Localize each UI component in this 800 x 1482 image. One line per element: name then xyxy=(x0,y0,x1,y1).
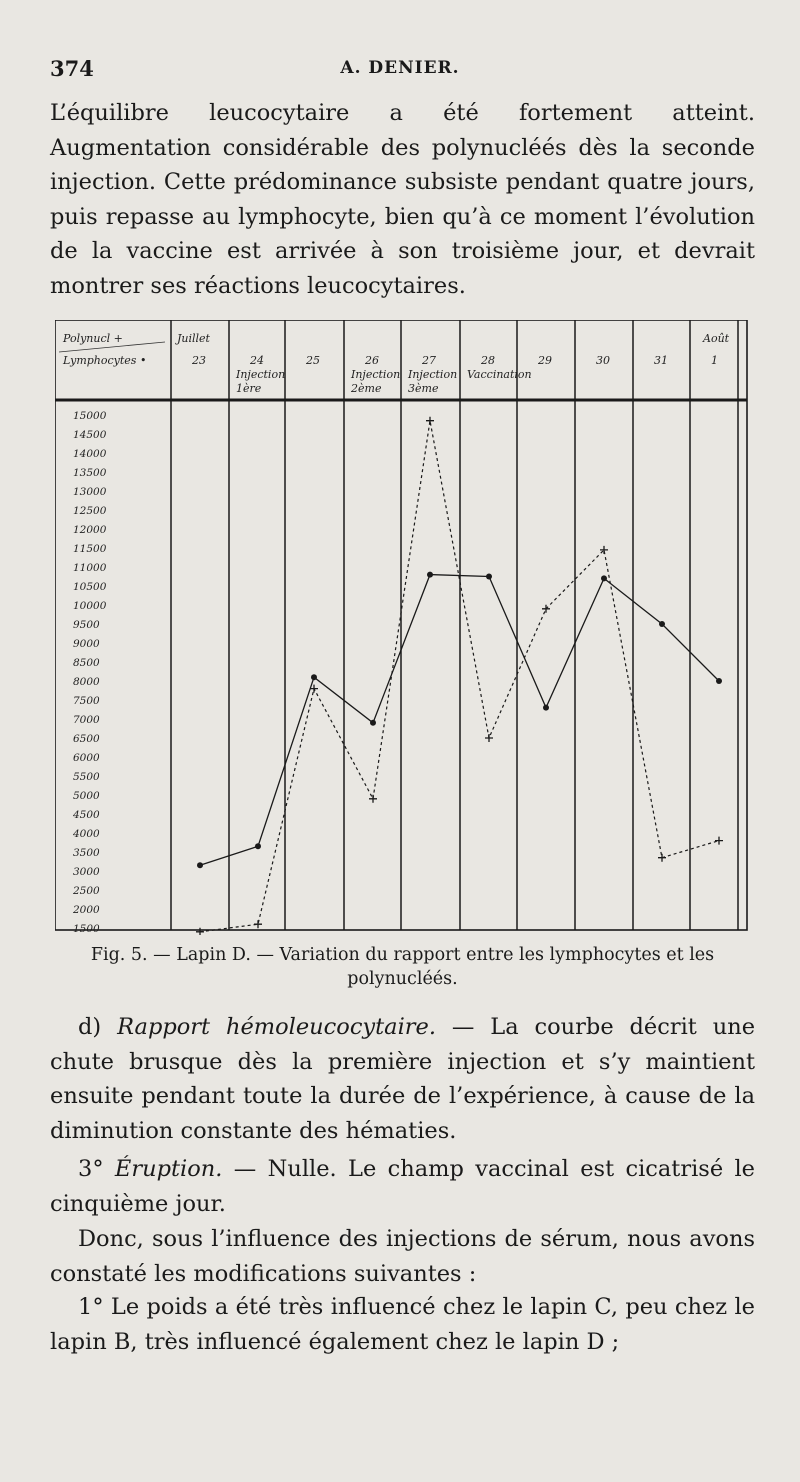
y-tick-label: 15000 xyxy=(73,410,107,422)
day-note: 1ère xyxy=(236,382,262,395)
polynucl-point xyxy=(658,854,666,862)
leucocyte-chart xyxy=(55,320,755,935)
corner-label-top: Polynucl + xyxy=(63,332,123,345)
polynucl-point xyxy=(715,837,723,845)
month-start-label: Juillet xyxy=(177,332,210,345)
day-label: 27 xyxy=(422,354,436,367)
y-tick-label: 3500 xyxy=(73,847,100,859)
paragraph-eruption xyxy=(50,1152,755,1221)
y-tick-label: 2500 xyxy=(73,885,100,897)
polynucl-point xyxy=(485,734,493,742)
y-axis-ticks xyxy=(72,410,107,935)
day-note: Injection xyxy=(408,368,458,381)
lymphocyte-point xyxy=(716,678,722,684)
y-tick-label: 5000 xyxy=(73,790,100,802)
section-title: Éruption. xyxy=(114,1156,223,1182)
month-end-label: Août xyxy=(703,332,730,345)
y-tick-label: 9000 xyxy=(73,638,100,650)
corner-label-bottom: Lymphocytes • xyxy=(63,354,147,367)
y-tick-label: 4500 xyxy=(73,809,100,821)
section-text: — La courbe décrit une chute brusque dès la première injection et s’y maintient ensuite pendant toute la durée de l’expérience, à cause de la diminution constante des hématies. xyxy=(50,1014,756,1144)
section-title: Rapport hémoleucocytaire. xyxy=(117,1014,437,1040)
page-number: 374 xyxy=(50,56,94,81)
day-label: 26 xyxy=(365,354,379,367)
y-tick-label: 11500 xyxy=(73,543,107,555)
y-tick-label: 13000 xyxy=(73,486,107,498)
y-tick-label: 2000 xyxy=(73,904,100,916)
lymphocyte-point xyxy=(659,621,665,627)
y-tick-label: 10500 xyxy=(73,581,107,593)
y-tick-label: 5500 xyxy=(73,771,100,783)
y-tick-label: 14000 xyxy=(73,448,107,460)
y-tick-label: 12000 xyxy=(73,524,107,536)
day-label: 24 xyxy=(250,354,264,367)
paragraph-rapport xyxy=(50,1010,755,1148)
day-label: 31 xyxy=(654,354,668,367)
figure-caption: Fig. 5. — Lapin D. — Variation du rapport entre les lymphocytes et les polynucléés. xyxy=(90,945,715,989)
lymphocyte-point xyxy=(197,862,203,868)
lymphocyte-point xyxy=(543,705,549,711)
grid-lines xyxy=(171,320,738,930)
day-label: 1 xyxy=(711,354,718,367)
y-tick-label: 4000 xyxy=(73,828,100,840)
day-label: 30 xyxy=(596,354,610,367)
running-head: A. DENIER. xyxy=(340,58,460,78)
polynucl-point xyxy=(254,920,262,928)
section-label: 3° xyxy=(78,1156,115,1182)
polynucl-point xyxy=(369,795,377,803)
y-tick-label: 9500 xyxy=(73,619,100,631)
day-label: 25 xyxy=(306,354,320,367)
day-note: 2ème xyxy=(351,382,382,395)
polynucl-point xyxy=(542,605,550,613)
y-tick-label: 8000 xyxy=(73,676,100,688)
y-tick-label: 8500 xyxy=(73,657,100,669)
lymphocyte-point xyxy=(427,572,433,578)
lymphocyte-point xyxy=(311,674,317,680)
y-tick-label: 7500 xyxy=(73,695,100,707)
y-tick-label: 3000 xyxy=(73,866,100,878)
y-tick-label: 10000 xyxy=(73,600,107,612)
lymphocyte-point xyxy=(486,574,492,580)
day-note: 3ème xyxy=(408,382,439,395)
y-tick-label: 6500 xyxy=(73,733,100,745)
lymphocyte-point xyxy=(370,720,376,726)
y-tick-label: 11000 xyxy=(73,562,107,574)
y-tick-label: 6000 xyxy=(73,752,100,764)
y-tick-label: 13500 xyxy=(73,467,107,479)
polynucl-point xyxy=(196,928,204,935)
day-note: Injection xyxy=(236,368,286,381)
section-label: d) xyxy=(78,1014,118,1040)
y-tick-label: 1500 xyxy=(73,923,100,935)
day-note: Vaccination xyxy=(467,368,532,381)
column-header-labels xyxy=(59,332,730,395)
day-label: 28 xyxy=(481,354,495,367)
paragraph-summary: Donc, sous l’influence des injections de sérum, nous avons constaté les modifications suivantes : xyxy=(50,1226,755,1287)
day-label: 29 xyxy=(538,354,552,367)
day-label: 23 xyxy=(192,354,206,367)
lymphocyte-point xyxy=(255,843,261,849)
day-note: Injection xyxy=(351,368,401,381)
y-tick-label: 12500 xyxy=(73,505,107,517)
polynucl-point xyxy=(426,417,434,425)
y-tick-label: 7000 xyxy=(73,714,100,726)
paragraph-item-1: 1° Le poids a été très influencé chez le lapin C, peu chez le lapin B, très influencé également chez le lapin D ; xyxy=(50,1294,755,1355)
y-tick-label: 14500 xyxy=(73,429,107,441)
page-header xyxy=(50,56,750,86)
paragraph-intro: L’équilibre leucocytaire a été fortement atteint. Augmentation considérable des polynucléés dès la seconde injection. Cette prédominance subsiste pendant quatre jours, puis repasse au lymphocyte, bien qu’à ce moment l’évolution de la vaccine est arrivée à son troisième jour, et devrait montrer ses réactions leucocytaires. xyxy=(50,100,755,299)
section-text: — Nulle. Le champ vaccinal est cicatrisé le cinquième jour. xyxy=(50,1156,756,1217)
lymphocyte-point xyxy=(601,575,607,581)
